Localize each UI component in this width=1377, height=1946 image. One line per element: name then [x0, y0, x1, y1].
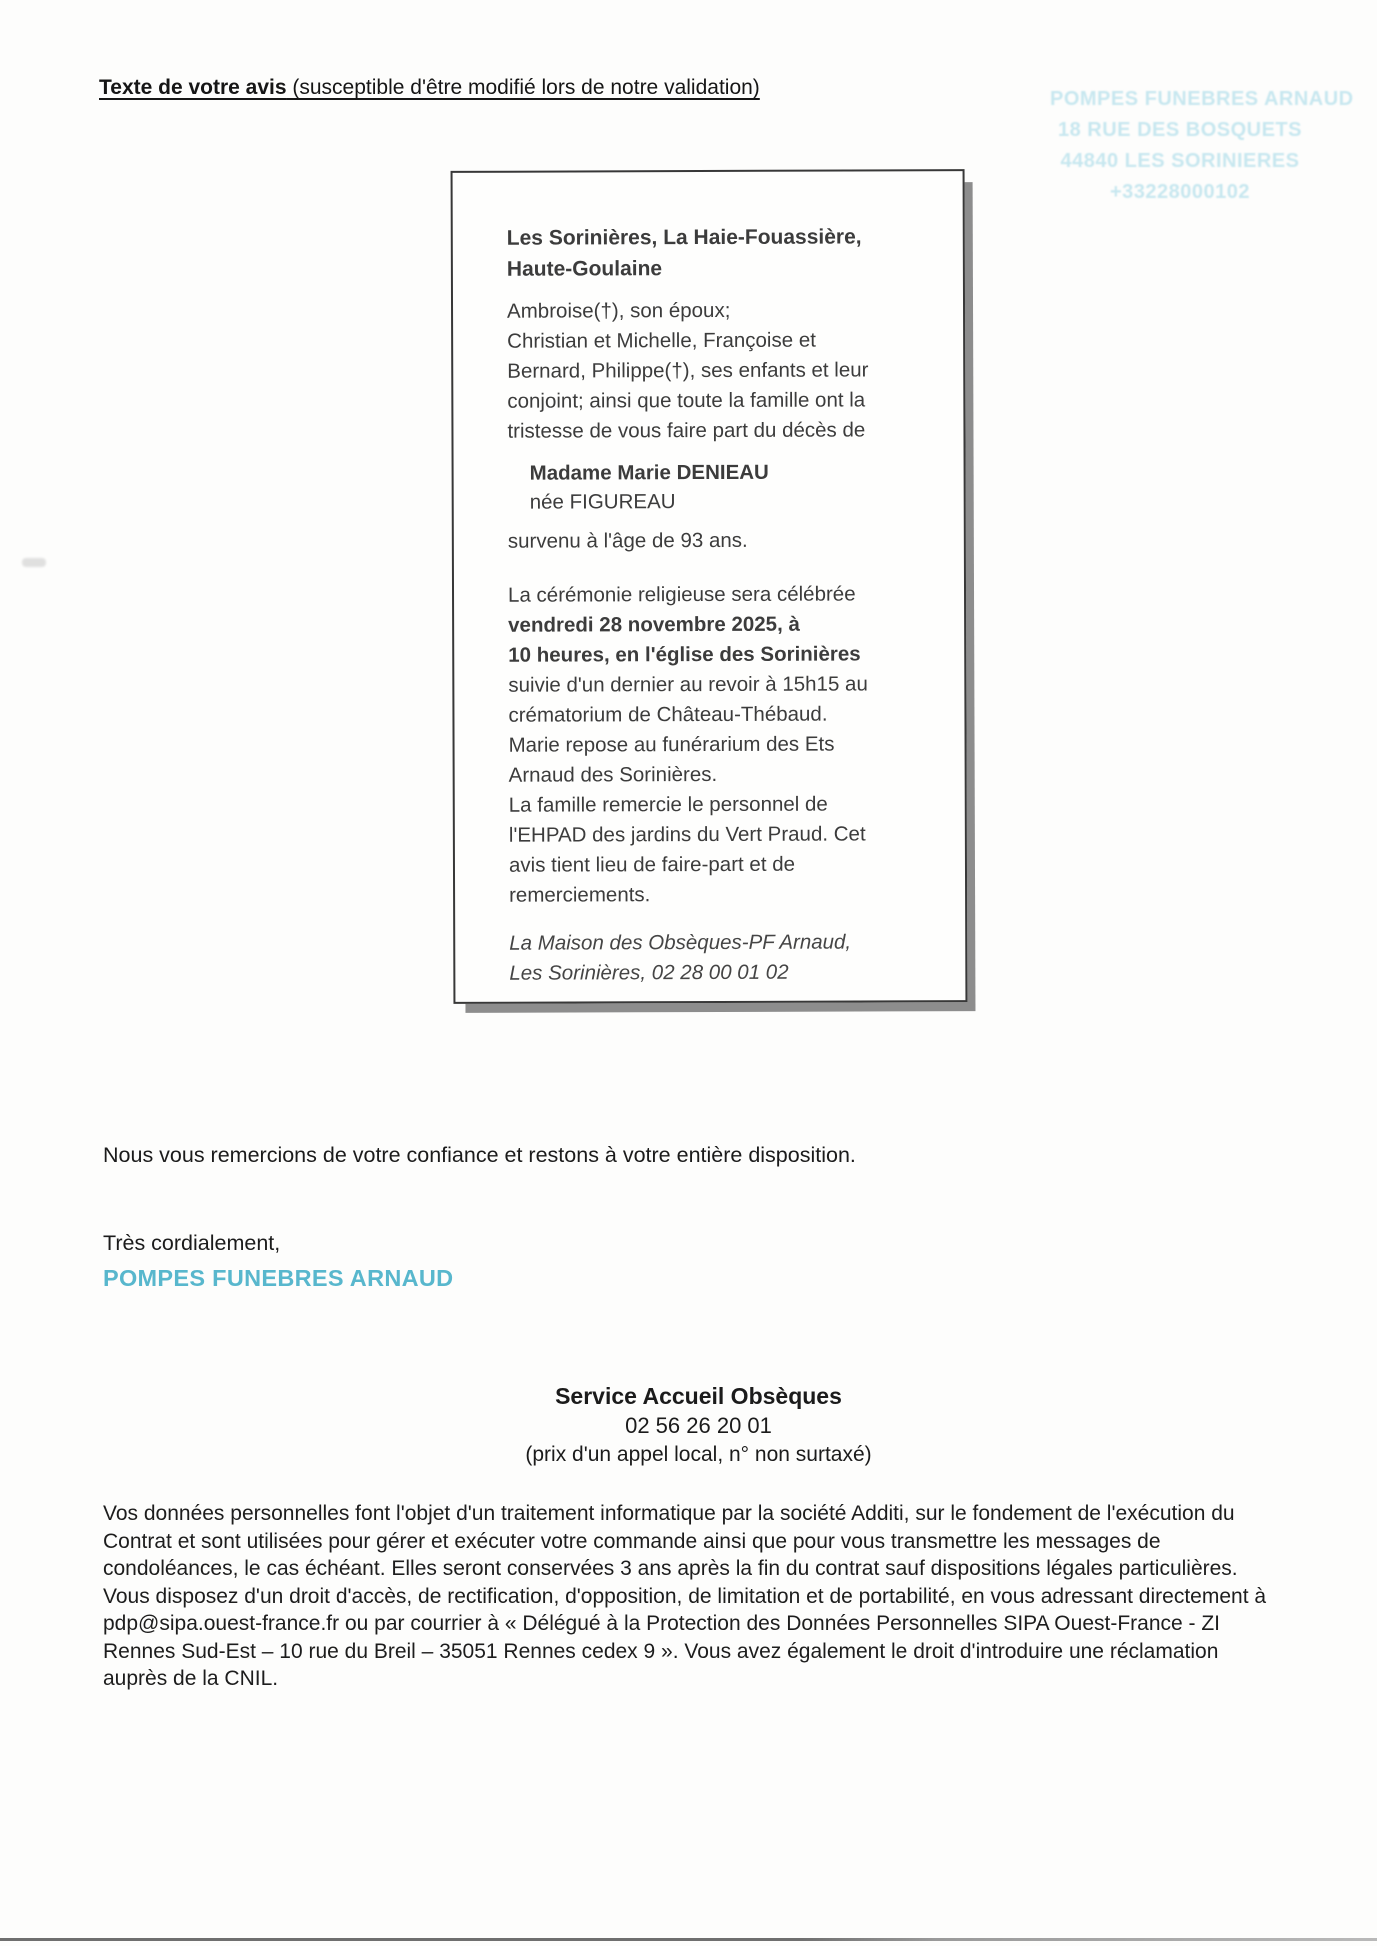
page-title-bold: Texte de votre avis — [99, 76, 287, 99]
ceremony-place: 10 heures, en l'église des Sorinières — [508, 642, 861, 667]
company-name: POMPES FUNEBRES ARNAUD — [103, 1265, 454, 1291]
page-title-note: (susceptible d'être modifié lors de notre validation) — [286, 76, 760, 99]
bleedthrough-line: POMPES FUNEBRES ARNAUD — [1050, 88, 1354, 110]
service-title: Service Accueil Obsèques — [555, 1383, 842, 1409]
deceased-maiden-name: née FIGUREAU — [529, 490, 676, 514]
obituary-family-text: Ambroise(†), son époux; Christian et Michelle, Françoise et Bernard, Philippe(†), ses enfants et leur conjoint; ainsi que toute la famille ont la tristesse de vous faire part du décès de — [506, 298, 869, 443]
ceremony-block — [508, 579, 939, 910]
page-title — [99, 76, 760, 100]
ceremony-intro: La cérémonie religieuse sera célébrée — [507, 582, 856, 607]
bleedthrough-line: +33228000102 — [1109, 181, 1251, 203]
obituary-name-block — [508, 457, 938, 517]
obituary-card-content — [453, 171, 966, 989]
repose-text: Marie repose au funérarium des Ets Arnaud des Sorinières. — [508, 732, 835, 787]
service-block — [20, 1382, 1377, 1469]
bleedthrough-line: 18 RUE DES BOSQUETS — [1057, 119, 1302, 141]
privacy-notice: Vos données personnelles font l'objet d'un traitement informatique par la société Additi, sur le fondement de l'exécution du Contrat et sont utilisées pour gérer et exécuter votre commande ainsi que pour vous transmettre les messages de condoléances, le cas échéant. Elles seront conservées 3 ans après la fin du contrat sauf dispositions légales particulières. Vous disposez d'un droit d'accès, de rectification, d'opposition, de limitation et de portabilité, en vous adressant directement à pdp@sipa.ouest-france.fr ou par courrier à « Délégué à la Protection des Données Personnelles SIPA Ouest-France - ZI Rennes Sud-Est – 10 rue du Breil – 35051 Rennes cedex 9 ». Vous avez également le droit d'introduire une réclamation auprès de la CNIL. — [103, 1502, 1267, 1690]
deceased-age-line: survenu à l'âge de 93 ans. — [507, 528, 748, 553]
ceremony-details: suivie d'un dernier au revoir à 15h15 au crématorium de Château-Thébaud. — [508, 672, 868, 727]
obituary-card — [451, 169, 968, 1004]
service-phone-number: 02 56 26 20 01 — [625, 1413, 772, 1438]
letter-thanks-line: Nous vous remercions de votre confiance et restons à votre entière disposition. — [103, 1143, 856, 1167]
service-phone-note: (prix d'un appel local, n° non surtaxé) — [525, 1443, 872, 1466]
letterhead-bleedthrough — [1050, 84, 1354, 208]
funeral-home-signature: La Maison des Obsèques-PF Arnaud, Les Sorinières, 02 28 00 01 02 — [509, 930, 852, 985]
letter-closing: Très cordialement, — [103, 1231, 281, 1255]
family-thanks-text: La famille remercie le personnel de l'EHPAD des jardins du Vert Praud. Cet avis tient lieu de faire-part et de remerciements. — [508, 792, 866, 907]
scan-edge-line — [0, 1938, 1377, 1941]
scan-artifact — [22, 558, 46, 567]
ceremony-date: vendredi 28 novembre 2025, à — [508, 612, 800, 637]
obituary-cities: Les Sorinières, La Haie-Fouassière, Haute-Goulaine — [506, 225, 862, 281]
deceased-name: Madame Marie DENIEAU — [529, 460, 769, 485]
bleedthrough-line: 44840 LES SORINIERES — [1060, 150, 1300, 172]
